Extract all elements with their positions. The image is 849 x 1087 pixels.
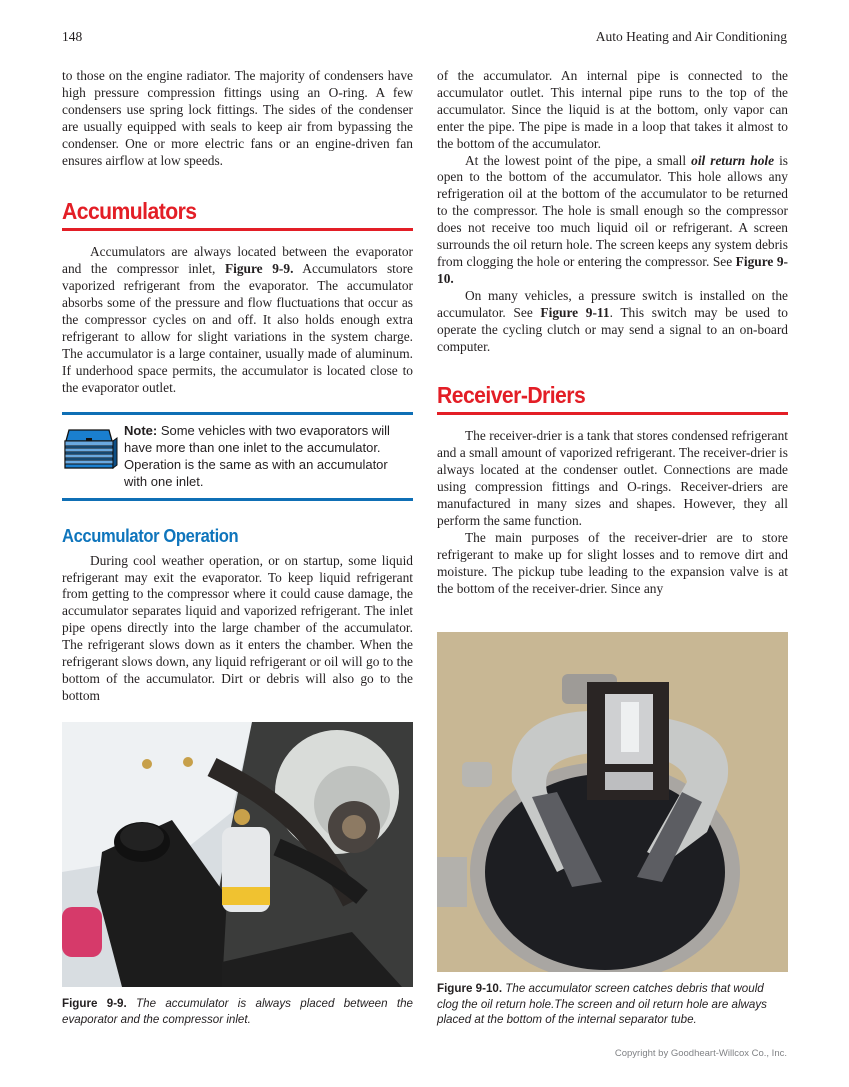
running-head	[62, 29, 787, 47]
note-text: Note: Some vehicles with two evaporators will have more than one inlet to the accumulator. Operation is the same as with an accumulator with one inlet.	[124, 422, 390, 489]
page-number: 148	[62, 29, 83, 44]
figure-label: Figure 9-9.	[62, 997, 127, 1010]
figure-reference: Figure 9-11	[540, 304, 610, 320]
book-title: Auto Heating and Air Conditioning	[595, 29, 787, 44]
carryover-paragraph: to those on the engine radiator. The majority of condensers have high pressure compression fittings using an O-ring. A few condensers use spring lock fittings. The sides of the condenser are usually equipped with seals to keep air from bypassing the condenser. One or more electric fans or an engine-driven fan ensures airflow at low speeds.	[62, 68, 413, 168]
note-label: Note:	[124, 422, 158, 438]
section-heading-accumulators: Accumulators	[62, 198, 197, 225]
figure-reference: Figure 9-9.	[224, 261, 294, 277]
key-term-oil-return-hole: oil return hole	[691, 152, 775, 168]
copyright-notice: Copyright by Goodheart-Willcox Co., Inc.	[614, 1048, 787, 1059]
figure-label: Figure 9-10.	[437, 982, 503, 995]
figure-9-9-caption: Figure 9-9. The accumulator is always placed between the evaporator and the compressor inlet.	[62, 997, 413, 1026]
carryover-paragraph-right: of the accumulator. An internal pipe is connected to the accumulator outlet. This internal pipe runs to the top of the accumulator. Since the liquid is at the bottom, only vapor can enter the pipe. The pipe is made in a loop that takes it almost to the bottom of the accumulator.	[437, 68, 788, 151]
figure-9-9-photo	[62, 722, 413, 987]
note-box	[62, 412, 413, 501]
figure-reference: Figure 9-10.	[437, 253, 788, 286]
pressure-switch-paragraph: On many vehicles, a pressure switch is installed on the accumulator. See Figure 9-11. This switch may be used to operate the cycling clutch or may send a signal to an on-board computer.	[437, 287, 788, 354]
operation-paragraph: During cool weather operation, or on startup, some liquid refrigerant may exit the evaporator. To keep liquid refrigerant from getting to the compressor where it could cause damage, the accumulator separates liquid and vaporized refrigerant. The inlet pipe opens directly into the large chamber of the accumulator. The refrigerant slows down as it enters the chamber. When the refrigerant slows down, any liquid refrigerant or oil will go to the bottom of the accumulator. Dirt or debris will also go to the bottom	[62, 552, 413, 703]
figure-9-10-photo	[437, 632, 788, 972]
toolbox-icon	[62, 422, 124, 490]
figure-9-10-caption: Figure 9-10. The accumulator screen catches debris that would clog the oil return hole.The screen and oil return hole are always placed at the bottom of the internal separator tube.	[437, 982, 767, 1027]
right-column	[437, 68, 788, 597]
accumulators-paragraph: Accumulators are always located between the evaporator and the compressor inlet, Figure 9-9. Accumulators store vaporized refrigerant from the evaporator. The accumulator absorbs some of the pressure and flow fluctuations that occur as the compressor cycles on and off. It also holds enough extra refrigerant to allow for slight variations in the system charge. The accumulator is a large container, usually made of aluminum. If underhood space permits, the accumulator is located close to the evaporator outlet.	[62, 244, 414, 395]
receiver-paragraph-1: The receiver-drier is a tank that stores condensed refrigerant and a small amount of vaporized refrigerant. The receiver-drier is always located at the condenser outlet. Connections are made using compression fittings and O-rings. Receiver-driers are manufactured in many sizes and shapes. However, they all perform the same function.	[437, 428, 788, 528]
subsection-heading-accumulator-operation: Accumulator Operation	[62, 525, 239, 546]
section-heading-receiver-driers: Receiver-Driers	[437, 382, 586, 409]
left-column	[62, 68, 413, 705]
receiver-paragraph-2: The main purposes of the receiver-drier are to store refrigerant to make up for slight losses and to remove dirt and moisture. The pickup tube leading to the expansion valve is at the bottom of the receiver-drier. Since any	[437, 529, 788, 596]
oil-return-paragraph: At the lowest point of the pipe, a small oil return hole is open to the bottom of the accumulator. This hole allows any refrigeration oil at the bottom of the accumulator to be returned to the compressor. The hole is small enough so the compressor does not receive too much liquid oil or refrigerant. A screen surrounds the oil return hole. The screen keeps any system debris from clogging the hole or entering the compressor. See Figure 9-10.	[437, 152, 788, 286]
